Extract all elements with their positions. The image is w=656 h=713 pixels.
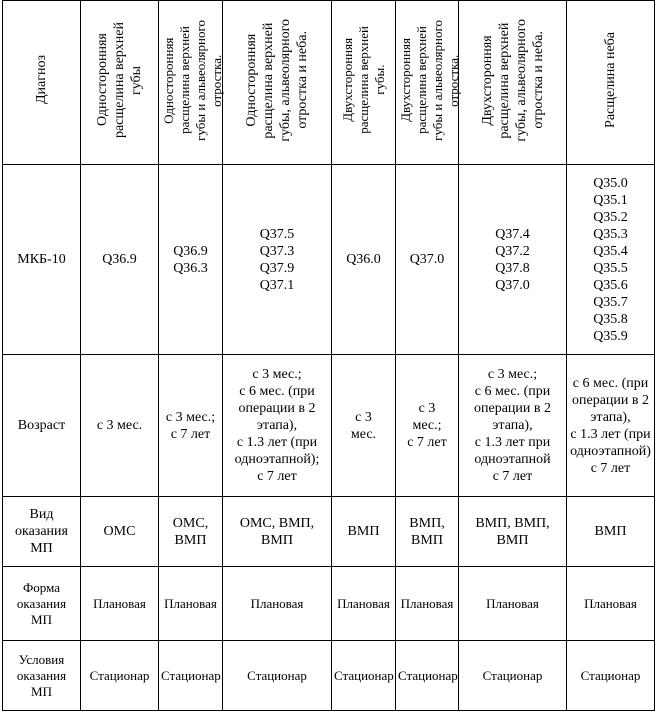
row-label: Условия оказания МП — [3, 641, 81, 711]
row-label: Возраст — [3, 355, 81, 497]
table-cell: с 3 мес.; с 6 мес. (при операции в 2 этапа), с 1.3 лет (при одноэтапной); с 7 лет — [223, 355, 332, 497]
table-cell: Стационар — [332, 641, 396, 711]
header-text: Диагноз — [34, 55, 49, 105]
table-row-care-conditions — [3, 641, 655, 711]
table-cell: Q37.0 — [396, 165, 459, 355]
header-text: Двухсторонняя расщелина верхней губы. — [339, 26, 387, 134]
header-cell — [567, 1, 655, 165]
table-cell: с 3 мес.; с 6 мес. (при операции в 2 этапа), с 1.3 лет при одноэтапной с 7 лет — [459, 355, 567, 497]
table-cell: Стационар — [159, 641, 223, 711]
table-cell: Плановая — [396, 567, 459, 641]
table-cell: Q37.5 Q37.3 Q37.9 Q37.1 — [223, 165, 332, 355]
table-cell: Q36.9 — [81, 165, 159, 355]
table-cell: Плановая — [81, 567, 159, 641]
table-cell: Плановая — [159, 567, 223, 641]
header-cell — [159, 1, 223, 165]
row-label: Форма оказания МП — [3, 567, 81, 641]
table-cell: Плановая — [567, 567, 655, 641]
table-cell: Стационар — [396, 641, 459, 711]
table-cell: Плановая — [223, 567, 332, 641]
header-cell — [81, 1, 159, 165]
table-cell: Плановая — [459, 567, 567, 641]
header-text: Двухсторонняя расщелина верхней губы, альвеолярного отростка и неба. — [479, 18, 546, 142]
table-row-icd10 — [3, 165, 655, 355]
header-cell — [223, 1, 332, 165]
table-cell: Q36.9 Q36.3 — [159, 165, 223, 355]
table-cell: ОМС — [81, 497, 159, 567]
header-text: Односторонняя расщелина верхней губы и альвеолярного отростка. — [161, 19, 224, 141]
table-cell: ВМП — [332, 497, 396, 567]
table-cell: Q37.4 Q37.2 Q37.8 Q37.0 — [459, 165, 567, 355]
table-row-care-form — [3, 567, 655, 641]
header-text: Односторонняя расщелина верхней губы — [95, 21, 144, 139]
table-row-care-type — [3, 497, 655, 567]
header-cell — [332, 1, 396, 165]
header-row — [3, 1, 655, 165]
table-cell: Стационар — [567, 641, 655, 711]
table-cell: Q36.0 — [332, 165, 396, 355]
row-label: Вид оказания МП — [3, 497, 81, 567]
table-cell: ВМП, ВМП, ВМП — [459, 497, 567, 567]
table-cell: с 3 мес. — [81, 355, 159, 497]
table-cell: с 6 мес. (при операции в 2 этапа), с 1.3 лет (при одноэтапной) с 7 лет — [567, 355, 655, 497]
row-label: МКБ-10 — [3, 165, 81, 355]
table-cell: ОМС, ВМП — [159, 497, 223, 567]
header-cell-diagnosis — [3, 1, 81, 165]
header-cell — [396, 1, 459, 165]
table-cell: Q35.0 Q35.1 Q35.2 Q35.3 Q35.4 Q35.5 Q35.6 Q35.7 Q35.8 Q35.9 — [567, 165, 655, 355]
table-cell: ОМС, ВМП, ВМП — [223, 497, 332, 567]
table-cell: ВМП — [567, 497, 655, 567]
header-cell — [459, 1, 567, 165]
table-cell: с 3 мес.; с 7 лет — [396, 355, 459, 497]
header-text: Расщелина неба — [603, 32, 618, 128]
table-cell: Стационар — [81, 641, 159, 711]
table-row-age — [3, 355, 655, 497]
table-cell: Плановая — [332, 567, 396, 641]
table-cell: Стационар — [459, 641, 567, 711]
diagnosis-table — [2, 0, 655, 711]
table-cell: Стационар — [223, 641, 332, 711]
table-cell: с 3 мес.; с 7 лет — [159, 355, 223, 497]
header-text: Односторонняя расщелина верхней губы, альвеолярного отростка и неба. — [244, 18, 310, 142]
table-cell: с 3 мес. — [332, 355, 396, 497]
table-cell: ВМП, ВМП — [396, 497, 459, 567]
header-text: Двухсторонняя расщелина верхней губы и альвеолярного отростка. — [398, 19, 461, 141]
